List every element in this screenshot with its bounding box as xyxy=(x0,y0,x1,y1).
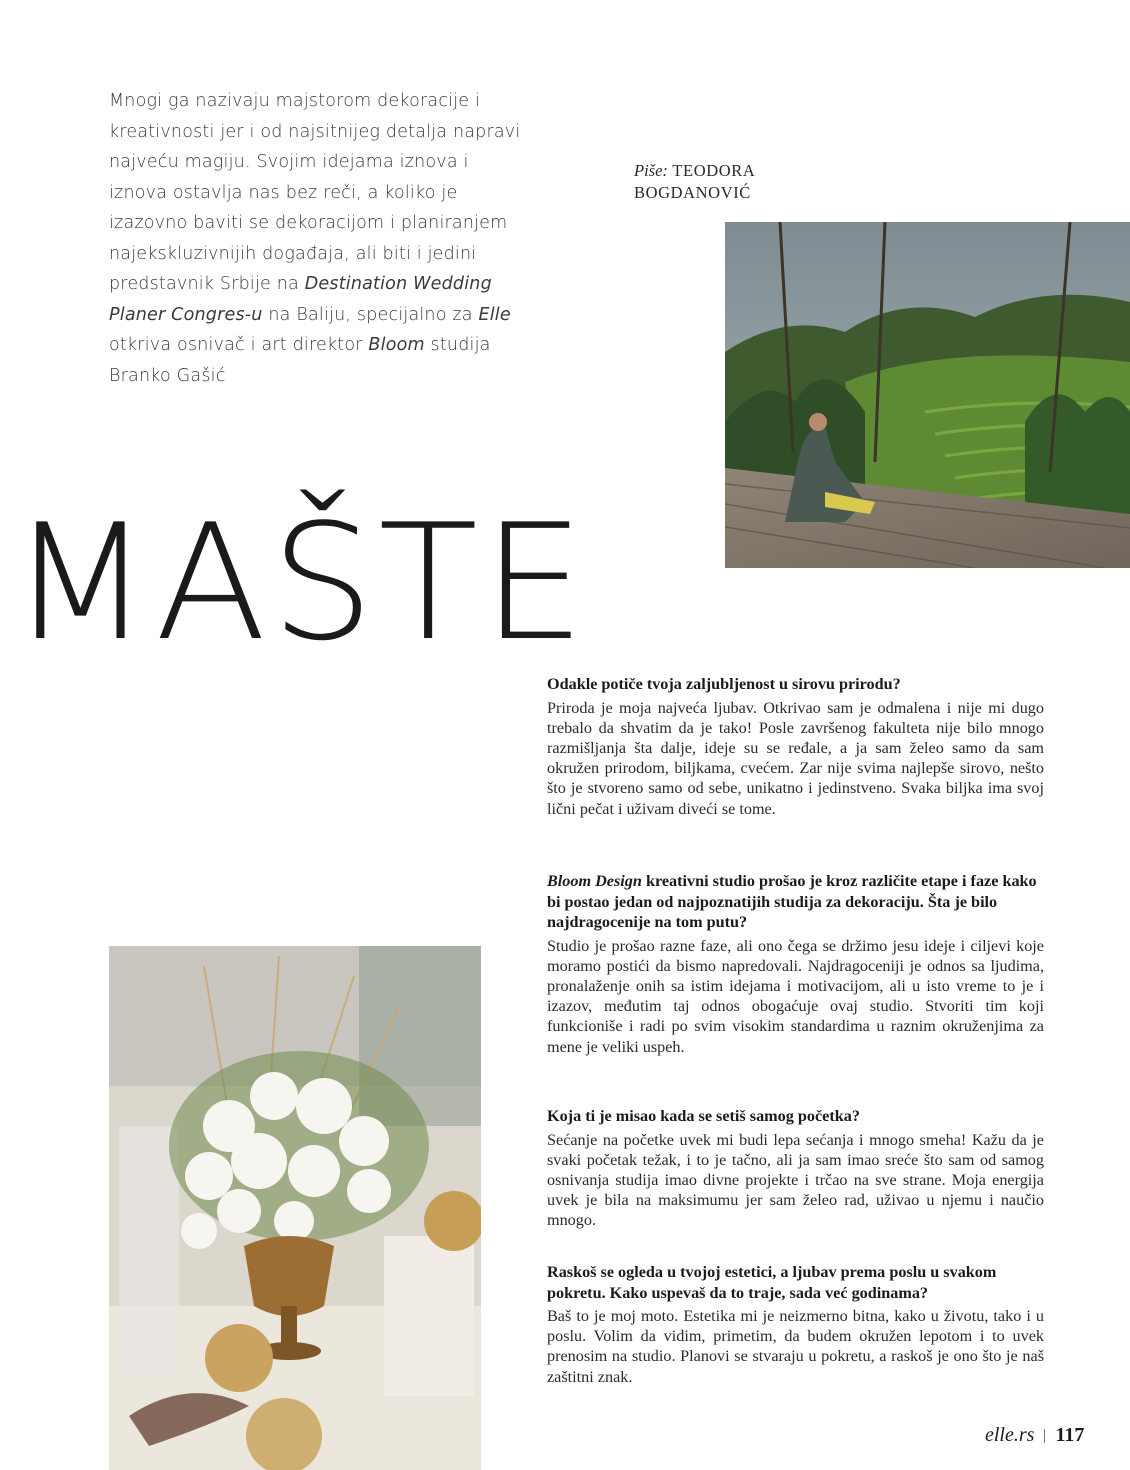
qa-block-3 xyxy=(547,1106,1044,1231)
footer-divider xyxy=(1044,1429,1045,1443)
intro-text: Mnogi ga nazivaju majstorom dekoracije i kreativnosti jer i od najsitnijeg detalja napravi najveću magiju. Svojim idejama iznova i iznova ostavlja nas bez reči, a koliko je izazovno baviti se dekoracijom i planiranjem najekskluzivnijih događaja, ali biti i jedini predstavnik Srbije na xyxy=(109,91,521,294)
headline: MAŠTE xyxy=(10,489,590,676)
page-number: 117 xyxy=(1055,1424,1085,1446)
qa-answer: Sećanje na početke uvek mi budi lepa sećanja i mnogo smeha! Kažu da je svaki početak težak, i to je tačno, ali ja sam imao sreće što sam od samog osnivanja studija imao divne projekte i trčao na sve strane. Moja energija uvek je bila na maksimumu jer sam želeo rad, uživao u njemu i naučio mnogo. xyxy=(547,1130,1044,1230)
intro-italic: Elle xyxy=(478,304,511,325)
intro-italic: Bloom xyxy=(368,335,425,355)
qa-answer: Baš to je moj moto. Estetika mi je neizmerno bitna, kako u životu, tako i u poslu. Volim da vidim, primetim, da budem okružen lepotom i to uvek prenosim na studio. Planovi se stvaraju u pokretu, a raskoš je ono što je naš zaštitni znak. xyxy=(547,1307,1044,1386)
byline-author: TEODORA BOGDANOVIĆ xyxy=(634,161,755,202)
intro-text: studija Branko Gašić xyxy=(109,335,491,386)
photo-flower-arrangement xyxy=(109,946,481,1470)
qa-question-text: kreativni studio prošao je kroz različite etape i faze kako bi postao jedan od najpoznatijih studija za dekoraciju. Šta je bilo najdragocenije na tom putu? xyxy=(547,872,1037,931)
qa-block-2 xyxy=(547,871,1044,1057)
qa-answer: Studio je prošao razne faze, ali ono čega se držimo jesu ideje i ciljevi koje moramo postići da bismo napredovali. Najdragoceniji je odnos sa ljudima, pronalaženje onih sa istim idejama i motivacijom, ali u isto vreme to je i izazov, međutim taj odnos obogaćuje ovaj studio. Stvoriti tim koji funkcioniše i radi po svim visokim standardima u raznim okruženjima za mene je veliki uspeh. xyxy=(547,936,1044,1056)
byline-label: Piše: xyxy=(634,161,668,180)
intro-italic: Destination Wedding Planer Congres-u xyxy=(109,274,492,325)
qa-answer: Priroda je moja najveća ljubav. Otkrivao sam je odmalena i nije mi dugo trebalo da shvatim da je tako! Posle završenog fakulteta nije bilo mnogo razmišljanja šta dalje, ideje su se ređale, a ja sam želeo samo da sam okružen prirodom, biljkama, cvećem. Zar nije svima najlepše sirovo, nešto što je stvoreno samo od sebe, unikatno i jedinstveno. Svaka biljka ima svoj lični pečat i uživam diveći se tome. xyxy=(547,698,1044,818)
intro-paragraph xyxy=(109,86,529,391)
byline xyxy=(634,160,834,204)
qa-block-4 xyxy=(547,1262,1044,1387)
qa-block-1 xyxy=(547,674,1044,819)
qa-question xyxy=(547,871,1044,933)
qa-question: Odakle potiče tvoja zaljubljenost u sirovu prirodu? xyxy=(547,675,901,693)
intro-text: otkriva osnivač i art direktor xyxy=(109,335,369,355)
photo-bali-rice-terraces xyxy=(725,222,1130,568)
qa-question: Raskoš se ogleda u tvojoj estetici, a ljubav prema poslu u svakom pokretu. Kako uspevaš da to traje, sada već godinama? xyxy=(547,1263,997,1302)
footer-site[interactable]: elle.rs xyxy=(985,1424,1035,1446)
page-footer xyxy=(985,1424,1084,1447)
qa-question-italic: Bloom Design xyxy=(547,872,642,890)
qa-question: Koja ti je misao kada se setiš samog početka? xyxy=(547,1107,860,1125)
intro-text: na Baliju, specijalno za xyxy=(262,304,479,325)
